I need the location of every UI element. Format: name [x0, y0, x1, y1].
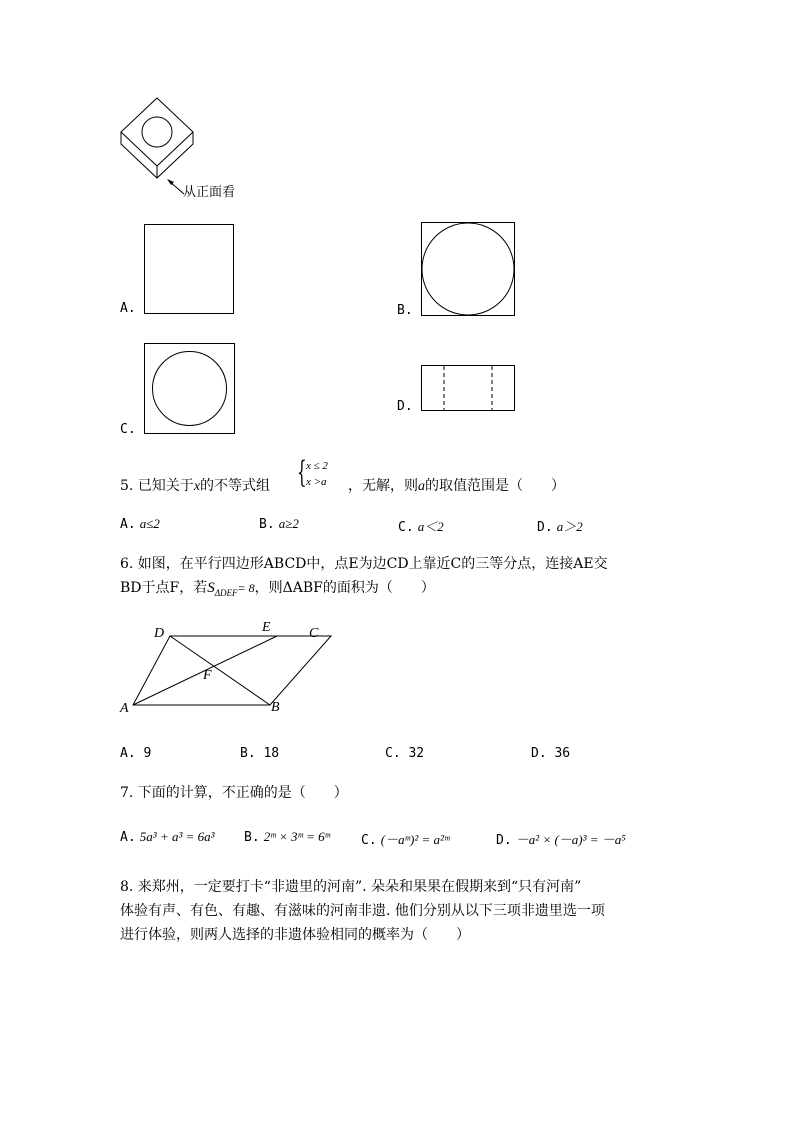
q5-option-c: C. a＜2: [398, 519, 444, 535]
option-b-square-circle: [421, 222, 517, 318]
q8-line-3: 进行体验，则两人选择的非遗体验相同的概率为（ ）: [120, 927, 470, 943]
system-brace: {: [297, 455, 307, 490]
q7-option-b: B. 2ᵐ × 3ᵐ = 6ᵐ: [244, 829, 331, 845]
q8-line-2: 体验有声、有色、有趣、有滋味的河南非遗. 他们分别从以下三项非遗里选一项: [120, 903, 605, 919]
option-c-letter: C.: [120, 422, 136, 437]
q5-var-x: x: [193, 479, 201, 494]
q6-option-c: C. 32: [385, 746, 425, 761]
option-a-letter: A.: [120, 301, 136, 316]
parallelogram-figure: [118, 624, 338, 724]
vertex-label-b: B: [271, 700, 280, 715]
q7-stem: 7. 下面的计算，不正确的是（ ）: [120, 785, 348, 801]
vertex-label-d: D: [154, 626, 165, 641]
q7-option-c: C. (－aᵐ)² = a²ᵐ: [361, 832, 450, 848]
q5-text-before: 已知关于: [137, 478, 194, 494]
q5-var-a: a: [418, 479, 425, 494]
q5-option-b: B. a≥2: [259, 516, 299, 532]
vertex-label-a: A: [120, 701, 129, 716]
system-line-1: x ≤ 2: [306, 460, 328, 472]
q5-stem: [120, 476, 270, 497]
q6-line-2: BD于点F，若$S_{\Delta DEF}= 8$，则ΔABF的面积为（ ）: [120, 580, 435, 598]
q6-option-b: B. 18: [240, 746, 280, 761]
vertex-label-c: C: [309, 626, 319, 641]
q5-text-after2: 的取值范围是（ ）: [425, 478, 565, 494]
vertex-label-e: E: [262, 620, 271, 635]
option-b-letter: B.: [397, 303, 413, 318]
option-d-rect-dashed: [421, 365, 517, 413]
system-line-2: x >a: [306, 476, 327, 488]
q5-stem-cont: [348, 476, 565, 497]
q5-text-after1: ，无解，则: [348, 478, 418, 494]
q6-option-a: A. 9: [120, 746, 152, 761]
q7-option-a: A. 5a³ + a³ = 6a³: [120, 829, 215, 845]
option-a-square: [144, 224, 236, 316]
vertex-label-f: F: [203, 668, 212, 683]
option-d-letter: D.: [397, 399, 413, 414]
q5-number: 5.: [120, 478, 134, 494]
q5-option-d: D. a＞2: [537, 519, 583, 535]
q7-option-d: D. －a² × (－a)³ = －a⁵: [496, 832, 626, 848]
q8-line-1: 8. 来郑州，一定要打卡“非遗里的河南”. 朵朵和果果在假期来到“只有河南”: [120, 879, 582, 895]
q6-option-d: D. 36: [531, 746, 571, 761]
view-direction-label: 从正面看: [183, 185, 236, 200]
option-c-square-circle: [144, 343, 237, 436]
q6-line-1: 6. 如图，在平行四边形ABCD中，点E为边CD上靠近C的三等分点，连接AE交: [120, 556, 608, 572]
q5-text-mid: 的不等式组: [200, 478, 271, 494]
q5-option-a: A. a≤2: [120, 516, 160, 532]
